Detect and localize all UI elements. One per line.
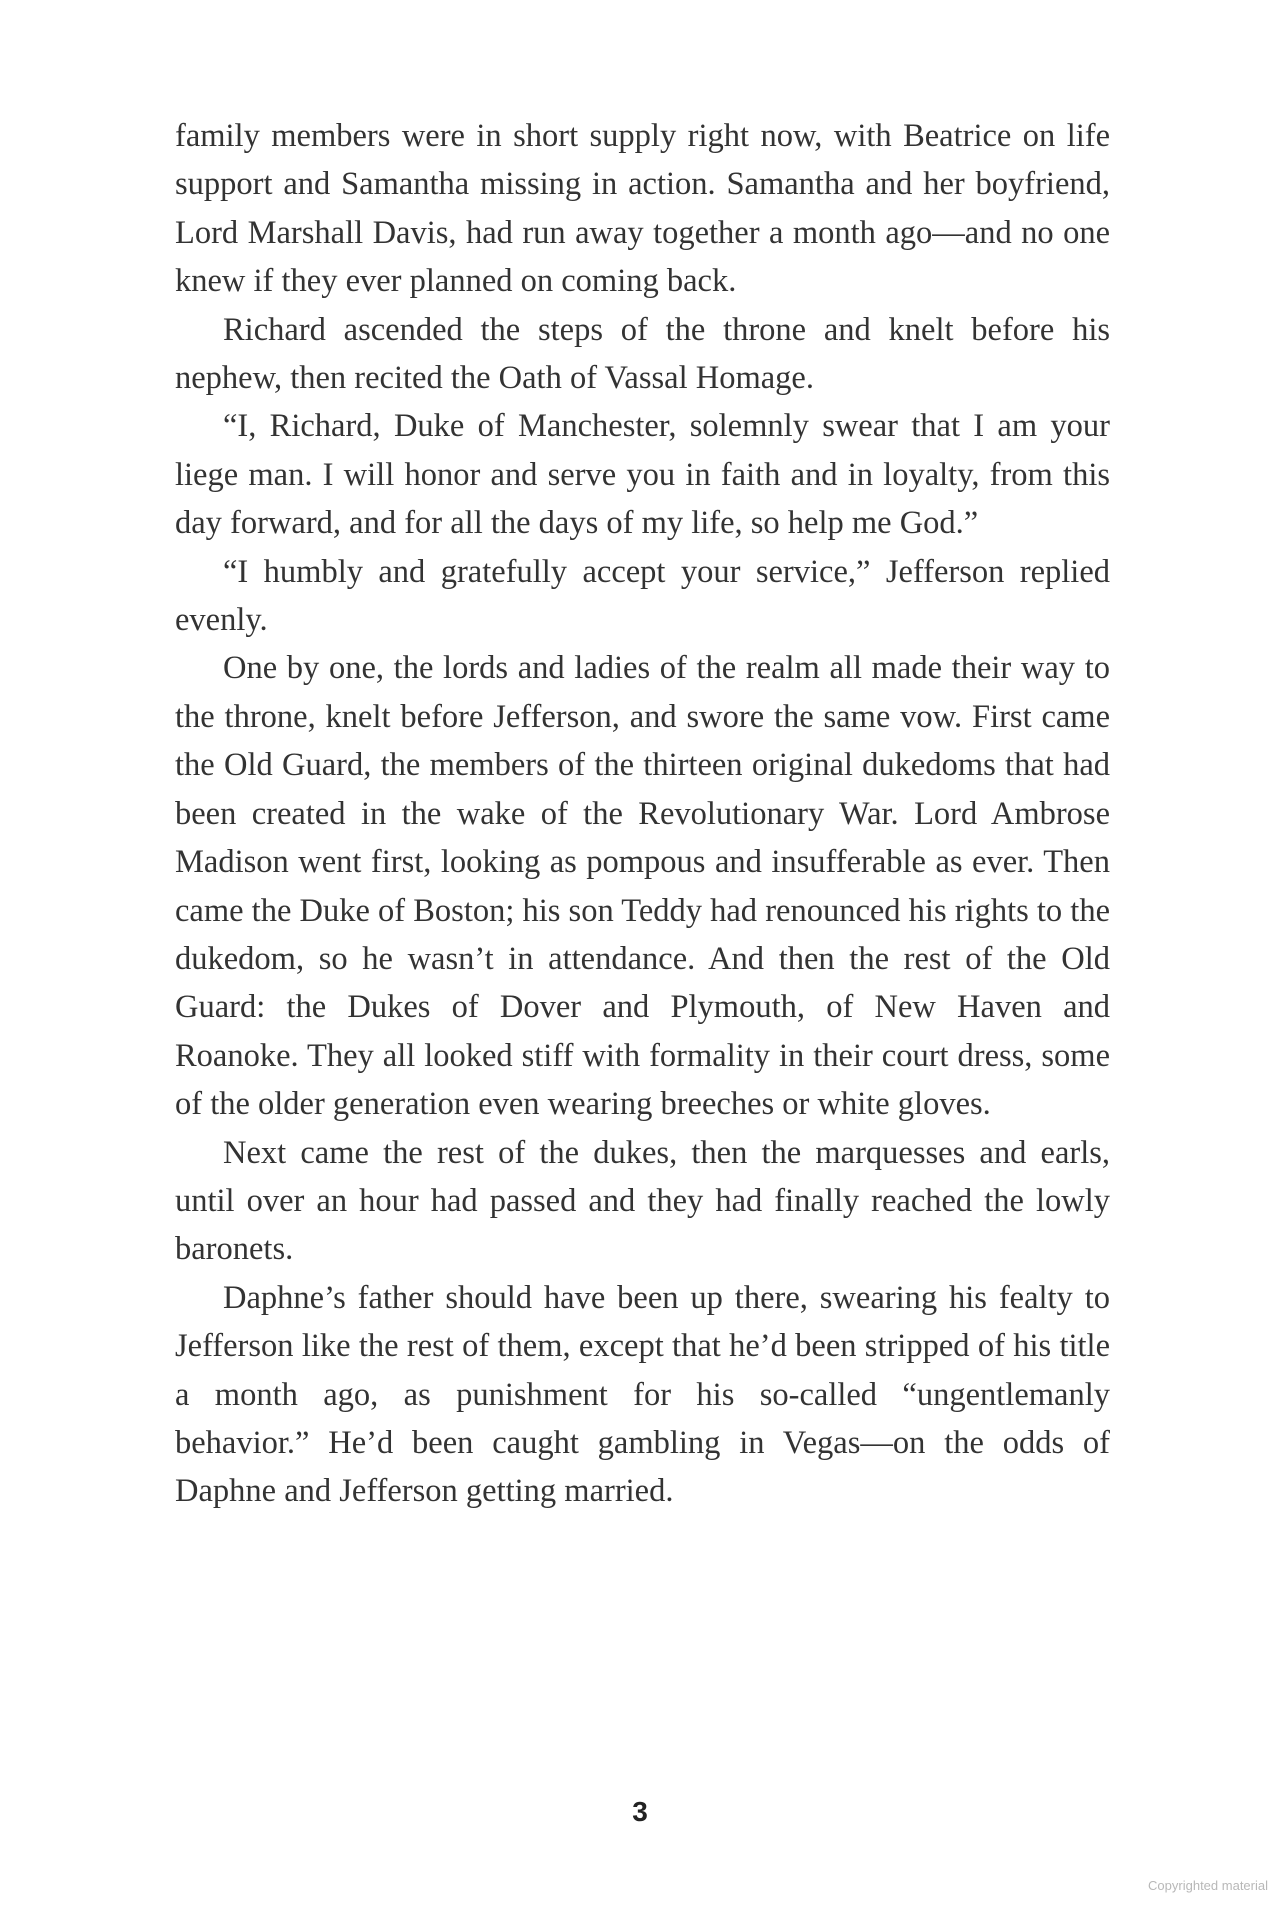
paragraph-continued: family members were in short supply right now, with Beatrice on life support and Samantha missing in action. Samantha and her boyfriend, Lord Marshall Davis, had run away together a month ago—and no one knew if they ever planned on coming back.: [175, 118, 1110, 300]
page-number: 3: [632, 1796, 648, 1827]
paragraph-oath: “I, Richard, Duke of Manchester, solemnly swear that I am your liege man. I will honor and serve you in faith and in loyalty, from this day forward, and for all the days of my life, so help me God.”: [175, 408, 1110, 542]
paragraph-baronets: Next came the rest of the dukes, then the marquesses and earls, until over an hour had passed and they had finally reached the lowly baronets.: [175, 1134, 1110, 1268]
body-text: [175, 112, 1110, 1516]
paragraph-old-guard: One by one, the lords and ladies of the realm all made their way to the throne, knelt before Jefferson, and swore the same vow. First came the Old Guard, the members of the thirteen original dukedoms that had been created in the wake of the Revolutionary War. Lord Ambrose Madison went first, looking as pompous and insufferable as ever. Then came the Duke of Boston; his son Teddy had renounced his rights to the dukedom, so he wasn’t in attendance. And then the rest of the Old Guard: the Dukes of Dover and Plymouth, of New Haven and Roanoke. They all looked stiff with formality in their court dress, some of the older generation even wearing breeches or white gloves.: [175, 650, 1110, 1123]
paragraph-richard-kneels: Richard ascended the steps of the throne and knelt before his nephew, then recited the Oath of Vassal Homage.: [175, 311, 1110, 397]
paragraph-jefferson-reply: “I humbly and gratefully accept your service,” Jefferson replied evenly.: [175, 553, 1110, 639]
copyright-watermark: Copyrighted material: [1148, 1878, 1268, 1893]
paragraph-daphne-father: Daphne’s father should have been up there, swearing his fealty to Jefferson like the rest of them, except that he’d been stripped of his title a month ago, as punishment for his so-called “ungentlemanly behavior.” He’d been caught gambling in Vegas—on the odds of Daphne and Jefferson getting married.: [175, 1279, 1110, 1510]
